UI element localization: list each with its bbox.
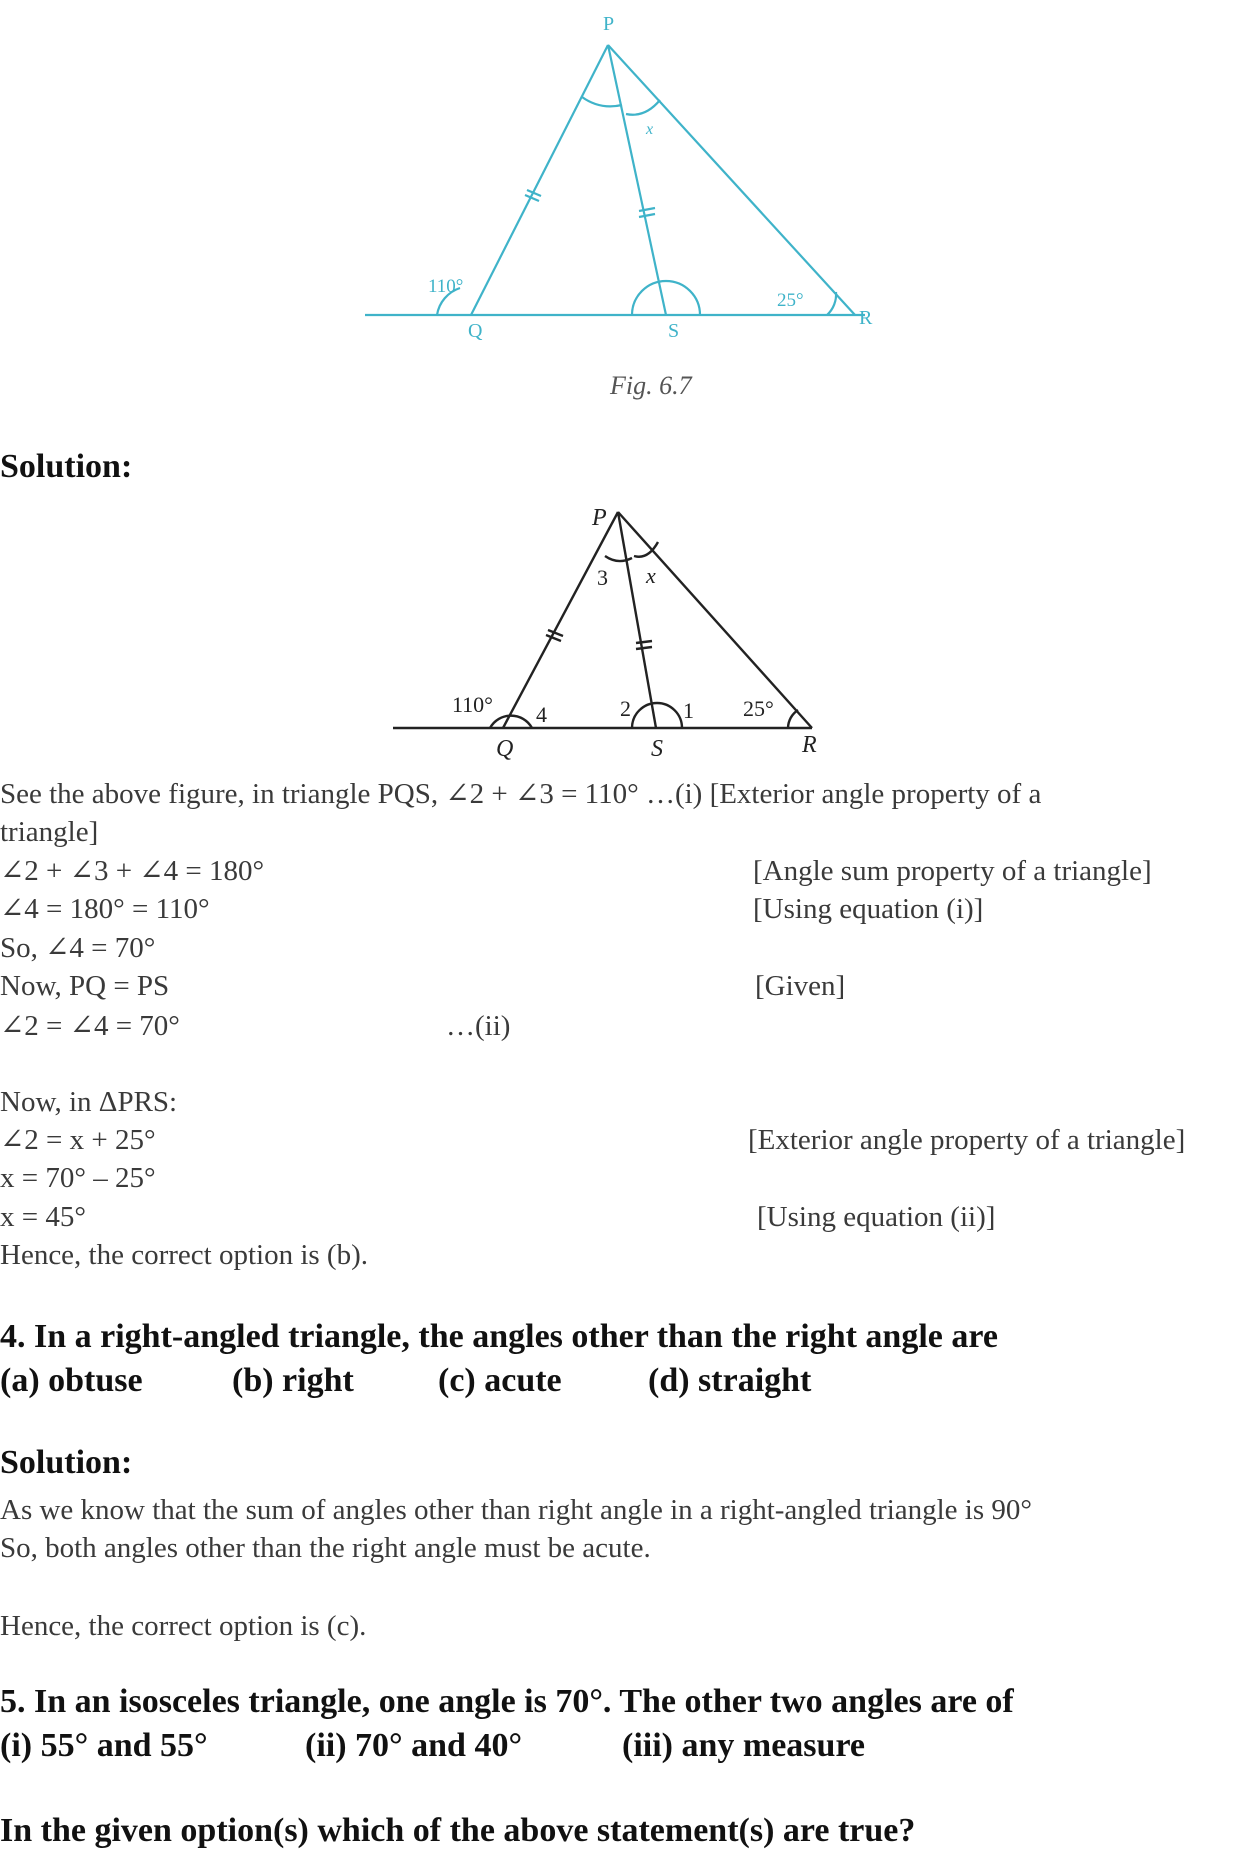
sol1-step-3-left: So, ∠4 = 70° (0, 932, 156, 964)
solution-heading-1: Solution: (0, 448, 133, 485)
q5-prompt: In the given option(s) which of the above statement(s) are true? (0, 1812, 916, 1849)
figure-solution (0, 490, 1248, 770)
fig2-angle-r: 25° (743, 696, 774, 721)
sol1-step-5-left: ∠2 = ∠4 = 70° (0, 1010, 180, 1042)
q4-conclusion: Hence, the correct option is (c). (0, 1610, 367, 1642)
sol1-step-1-left: ∠2 + ∠3 + ∠4 = 180° (0, 855, 265, 887)
fig2-label-4: 4 (536, 702, 547, 727)
sol1-step-2-left: ∠4 = 180° = 110° (0, 893, 210, 925)
sol1-line1b: triangle] (0, 816, 99, 848)
fig2-label-p: P (592, 505, 607, 531)
sol1-step-5-mid: …(ii) (446, 1010, 511, 1042)
fig2-label-1: 1 (683, 698, 694, 723)
fig2-angle-q: 110° (452, 692, 493, 717)
sol1-step2-3-left: x = 70° – 25° (0, 1162, 156, 1194)
fig2-label-2: 2 (620, 696, 631, 721)
q4-option-c: (c) acute (438, 1362, 562, 1399)
fig2-label-q: Q (496, 736, 514, 762)
fig1-angle-r: 25° (777, 290, 804, 311)
q5-question: 5. In an isosceles triangle, one angle is 70°. The other two angles are of (0, 1683, 1014, 1720)
q4-line1: As we know that the sum of angles other than right angle in a right-angled triangle is 90° (0, 1494, 1032, 1526)
sol1-step-4-right: [Given] (755, 970, 846, 1002)
sol1-step2-4-right: [Using equation (ii)] (757, 1201, 996, 1233)
q5-option-iii: (iii) any measure (622, 1727, 866, 1764)
fig1-angle-q: 110° (428, 276, 464, 297)
sol1-step2-2-left: ∠2 = x + 25° (0, 1124, 156, 1156)
q4-line2: So, both angles other than the right angle must be acute. (0, 1532, 651, 1564)
sol1-step-2-right: [Using equation (i)] (753, 893, 984, 925)
q4-question: 4. In a right-angled triangle, the angles other than the right angle are (0, 1318, 998, 1355)
fig2-label-r: R (802, 732, 817, 758)
sol1-conclusion: Hence, the correct option is (b). (0, 1239, 368, 1271)
sol1-step2-2-right: [Exterior angle property of a triangle] (748, 1124, 1186, 1156)
q4-solution-heading: Solution: (0, 1444, 133, 1481)
fig1-label-x: x (646, 121, 654, 138)
q5-option-i: (i) 55° and 55° (0, 1727, 208, 1764)
sol1-line1: See the above figure, in triangle PQS, ∠2 + ∠3 = 110° …(i) [Exterior angle property of a (0, 778, 1042, 810)
fig2-label-x: x (646, 563, 656, 588)
fig1-caption: Fig. 6.7 (610, 371, 692, 400)
fig1-label-s: S (668, 320, 680, 342)
sol1-step2-4-left: x = 45° (0, 1201, 86, 1233)
sol1-step2-1-left: Now, in ΔPRS: (0, 1086, 178, 1118)
fig1-label-q: Q (468, 320, 483, 342)
q5-option-ii: (ii) 70° and 40° (305, 1727, 523, 1764)
sol1-step-1-right: [Angle sum property of a triangle] (753, 855, 1152, 887)
fig1-label-r: R (859, 307, 873, 329)
fig2-label-3: 3 (597, 565, 608, 590)
q4-option-b: (b) right (232, 1362, 354, 1399)
fig1-label-p: P (603, 13, 615, 35)
figure-6-7 (0, 0, 1248, 400)
fig2-label-s: S (651, 736, 663, 762)
q4-option-d: (d) straight (648, 1362, 812, 1399)
sol1-step-4-left: Now, PQ = PS (0, 970, 170, 1002)
q4-option-a: (a) obtuse (0, 1362, 143, 1399)
